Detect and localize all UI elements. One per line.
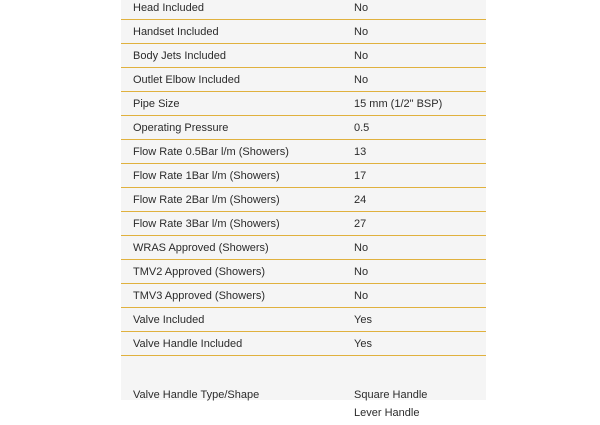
spec-label: Body Jets Included — [133, 50, 226, 62]
spec-label: Pipe Size — [133, 98, 180, 110]
spec-row-flow-rate-3bar — [121, 212, 486, 236]
spec-value: No — [354, 26, 369, 38]
spec-label: Head Included — [133, 2, 204, 14]
spec-label: Flow Rate 0.5Bar l/m (Showers) — [133, 146, 289, 158]
spec-value-lever-handle: Lever Handle — [354, 407, 420, 419]
spec-label: Flow Rate 3Bar l/m (Showers) — [133, 218, 280, 230]
spec-value: No — [354, 290, 369, 302]
spec-label: Valve Handle Type/Shape — [133, 389, 260, 401]
spec-row-valve-handle-type — [121, 356, 486, 419]
spec-row-head-included — [121, 0, 486, 20]
spec-row-handset-included — [121, 20, 486, 44]
spec-row-flow-rate-2bar — [121, 188, 486, 212]
spec-value: 13 — [354, 146, 367, 158]
spec-value: Yes — [354, 314, 372, 326]
spec-value: 24 — [354, 194, 367, 206]
spec-value-list — [354, 389, 427, 425]
spec-value: Yes — [354, 338, 372, 350]
spec-row-valve-included — [121, 308, 486, 332]
spec-label: Operating Pressure — [133, 122, 229, 134]
spec-row-tmv2-approved — [121, 260, 486, 284]
spec-label: Handset Included — [133, 26, 219, 38]
spec-label: Valve Handle Included — [133, 338, 243, 350]
spec-row-body-jets-included — [121, 44, 486, 68]
spec-value: 15 mm (1/2" BSP) — [354, 98, 443, 110]
spec-value: No — [354, 74, 369, 86]
spec-row-pipe-size — [121, 92, 486, 116]
spec-row-flow-rate-1bar — [121, 164, 486, 188]
spec-value: No — [354, 50, 369, 62]
spec-value: 0.5 — [354, 122, 370, 134]
spec-label: Flow Rate 2Bar l/m (Showers) — [133, 194, 280, 206]
spec-label: WRAS Approved (Showers) — [133, 242, 269, 254]
spec-row-operating-pressure — [121, 116, 486, 140]
spec-value-square-handle: Square Handle — [354, 389, 428, 401]
specifications-table — [121, 0, 486, 419]
spec-value: No — [354, 266, 369, 278]
spec-row-tmv3-approved — [121, 284, 486, 308]
spec-row-flow-rate-0-5bar — [121, 140, 486, 164]
spec-row-outlet-elbow-included — [121, 68, 486, 92]
spec-label: Outlet Elbow Included — [133, 74, 241, 86]
spec-value: No — [354, 242, 369, 254]
spec-value: 27 — [354, 218, 367, 230]
spec-label: Flow Rate 1Bar l/m (Showers) — [133, 170, 280, 182]
spec-row-wras-approved — [121, 236, 486, 260]
spec-value: No — [354, 2, 369, 14]
spec-row-valve-handle-included — [121, 332, 486, 356]
spec-value: 17 — [354, 170, 367, 182]
spec-label: Valve Included — [133, 314, 205, 326]
spec-label: TMV2 Approved (Showers) — [133, 266, 266, 278]
spec-label: TMV3 Approved (Showers) — [133, 290, 266, 302]
